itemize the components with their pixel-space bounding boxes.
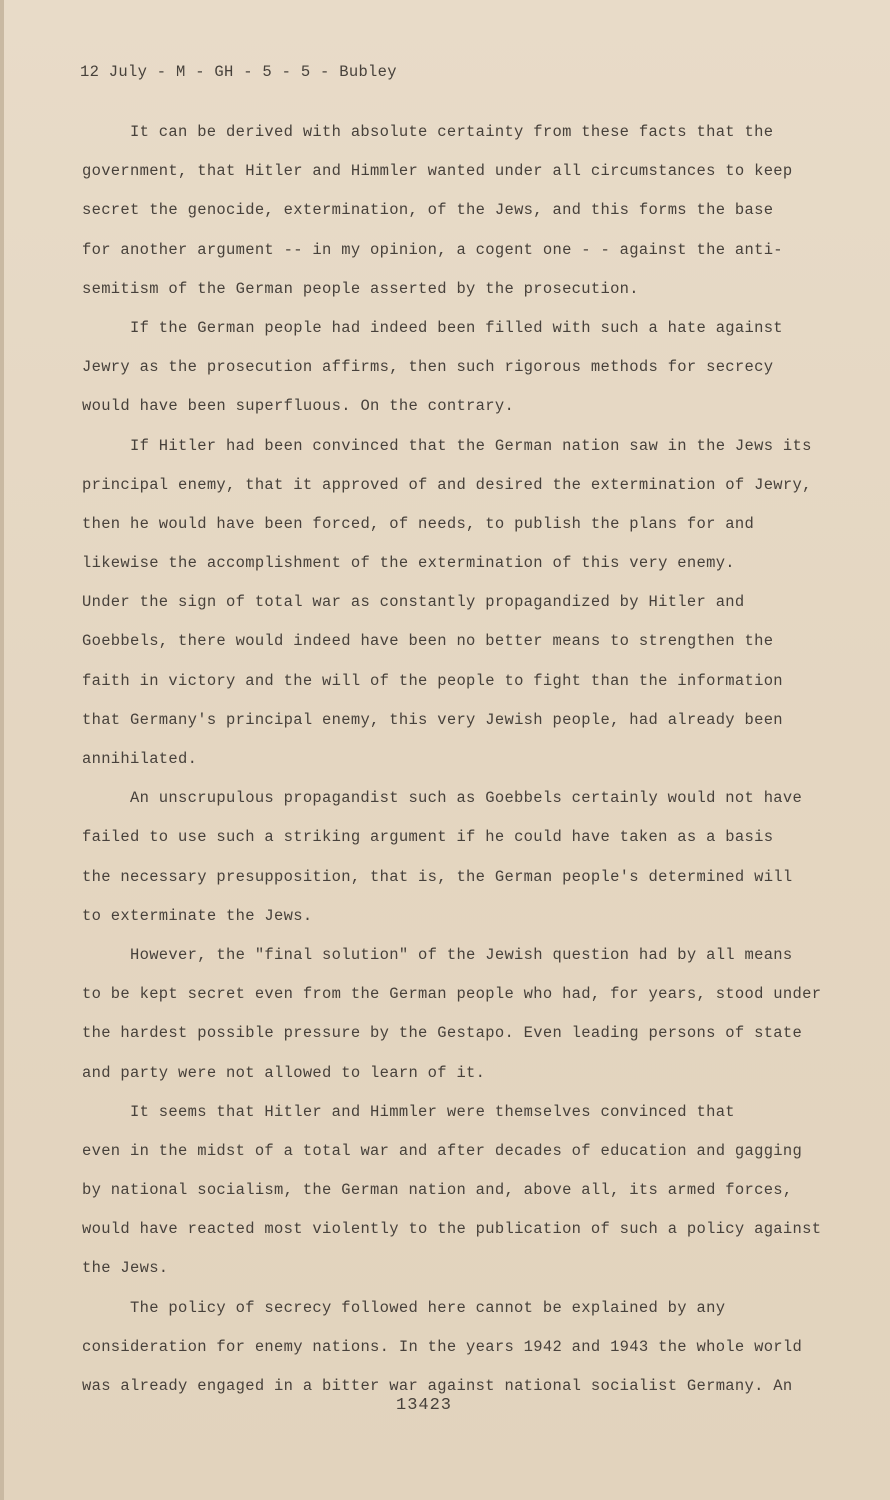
page-edge xyxy=(0,0,4,1500)
text-line: the necessary presupposition, that is, the German people's determined will xyxy=(82,867,793,886)
text-line: to exterminate the Jews. xyxy=(82,906,313,925)
text-line: the Jews. xyxy=(82,1259,169,1278)
text-line: annihilated. xyxy=(82,750,198,768)
text-line: principal enemy, that it approved of and desired the extermination of Jewry, xyxy=(82,475,812,494)
text-line: would have reacted most violently to the publication of such a policy against xyxy=(82,1220,822,1239)
text-line: If Hitler had been convinced that the German nation saw in the Jews its xyxy=(130,436,812,455)
text-line: likewise the accomplishment of the extermination of this very enemy. xyxy=(82,554,735,573)
text-line: faith in victory and the will of the people to fight than the information xyxy=(82,671,783,690)
text-line: government, that Hitler and Himmler wanted under all circumstances to keep xyxy=(82,162,793,181)
text-line: would have been superfluous. On the contrary. xyxy=(82,397,515,416)
text-line: for another argument -- in my opinion, a cogent one - - against the anti- xyxy=(82,240,783,259)
page-header: 12 July - M - GH - 5 - 5 - Bubley xyxy=(80,63,397,81)
page-number: 13423 xyxy=(396,1396,453,1415)
text-line: If the German people had indeed been filled with such a hate against xyxy=(130,318,783,337)
body-text xyxy=(82,118,842,1411)
text-line: However, the "final solution" of the Jewish question had by all means xyxy=(130,945,793,964)
text-line: Jewry as the prosecution affirms, then such rigorous methods for secrecy xyxy=(82,358,774,377)
text-line: failed to use such a striking argument if he could have taken as a basis xyxy=(82,828,774,847)
text-line: then he would have been forced, of needs, to publish the plans for and xyxy=(82,514,755,533)
text-line: An unscrupulous propagandist such as Goebbels certainly would not have xyxy=(130,789,803,808)
text-line: to be kept secret even from the German people who had, for years, stood under xyxy=(82,985,822,1004)
text-line: semitism of the German people asserted by the prosecution. xyxy=(82,279,639,298)
text-line: It can be derived with absolute certainty from these facts that the xyxy=(130,123,774,141)
text-line: secret the genocide, extermination, of the Jews, and this forms the base xyxy=(82,201,774,220)
text-line: It seems that Hitler and Himmler were themselves convinced that xyxy=(130,1102,735,1121)
text-line: The policy of secrecy followed here cannot be explained by any xyxy=(130,1298,726,1317)
text-line: Under the sign of total war as constantly propagandized by Hitler and xyxy=(82,593,745,612)
text-line: by national socialism, the German nation and, above all, its armed forces, xyxy=(82,1181,793,1200)
text-line: was already engaged in a bitter war against national socialist Germany. An xyxy=(82,1377,793,1395)
text-line: Goebbels, there would indeed have been no better means to strengthen the xyxy=(82,632,774,651)
text-line: the hardest possible pressure by the Gestapo. Even leading persons of state xyxy=(82,1024,803,1043)
text-line: consideration for enemy nations. In the years 1942 and 1943 the whole world xyxy=(82,1337,803,1356)
text-line: that Germany's principal enemy, this very Jewish people, had already been xyxy=(82,710,783,729)
text-line: and party were not allowed to learn of it. xyxy=(82,1063,486,1082)
text-line: even in the midst of a total war and after decades of education and gagging xyxy=(82,1141,803,1160)
